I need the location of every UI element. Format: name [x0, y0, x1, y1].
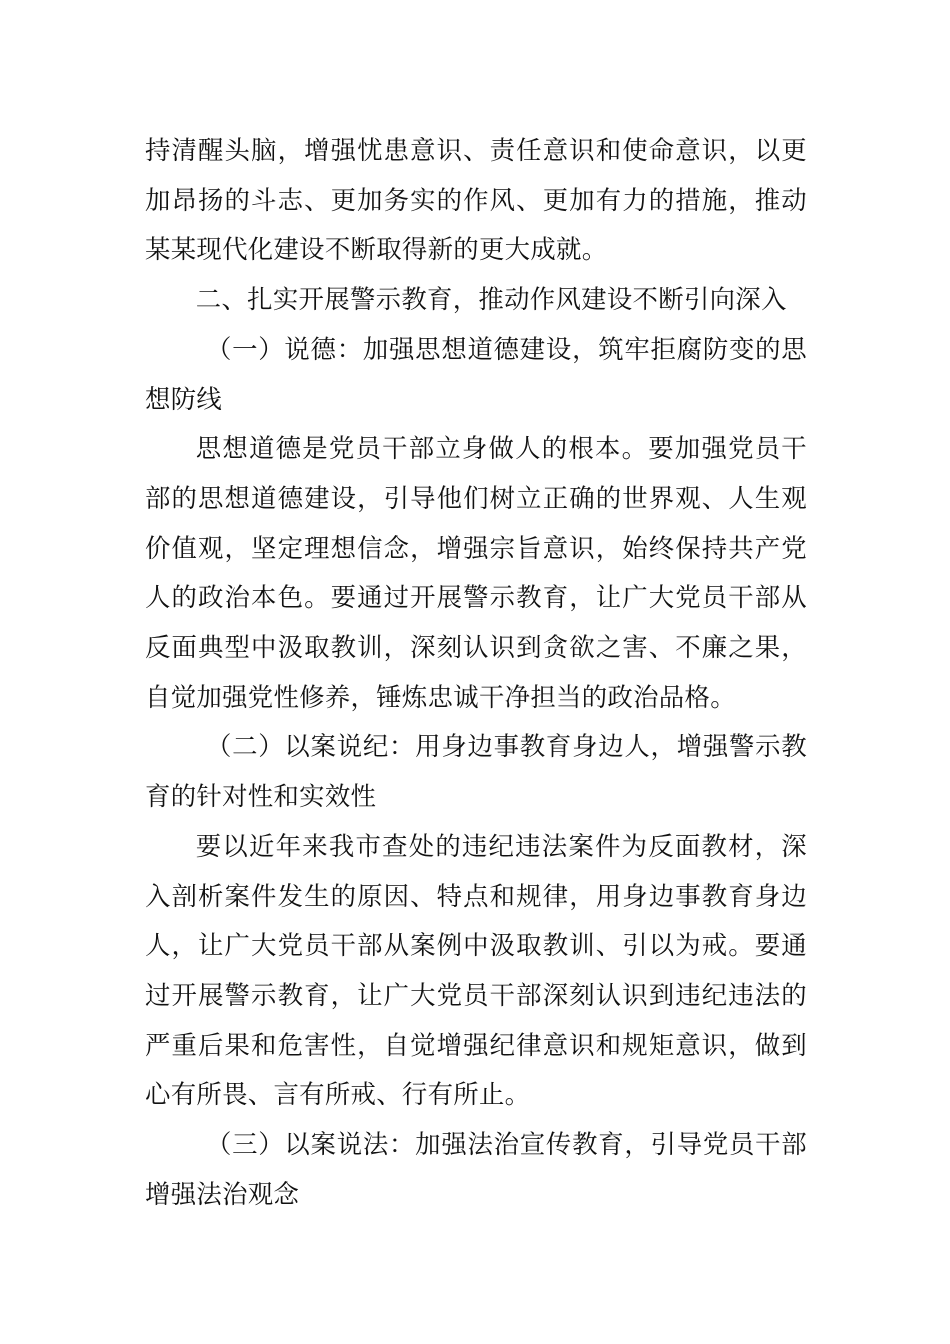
- sub-heading-2: （二）以案说纪：用身边事教育身边人，增强警示教育的针对性和实效性: [145, 731, 807, 812]
- document-body: [145, 126, 807, 1219]
- body-paragraph-2: 要以近年来我市查处的违纪违法案件为反面教材，深入剖析案件发生的原因、特点和规律，用身边事教育身边人，让广大党员干部从案例中汲取教训、引以为戒。要通过开展警示教育，让广大党员干部深刻认识到违纪违法的严重后果和危害性，自觉增强纪律意识和规矩意识，做到心有所畏、言有所戒、行有所止。: [145, 830, 807, 1110]
- sub-heading-3: （三）以案说法：加强法治宣传教育，引导党员干部增强法治观念: [145, 1129, 807, 1209]
- sub-heading-1: （一）说德：加强思想道德建设，筑牢拒腐防变的思想防线: [145, 333, 807, 414]
- body-paragraph-1: 思想道德是党员干部立身做人的根本。要加强党员干部的思想道德建设，引导他们树立正确的世界观、人生观价值观，坚定理想信念，增强宗旨意识，始终保持共产党人的政治本色。要通过开展警示教育，让广大党员干部从反面典型中汲取教训，深刻认识到贪欲之害、不廉之果，自觉加强党性修养，锤炼忠诚干净担当的政治品格。: [145, 433, 807, 712]
- body-paragraph-continuation: 持清醒头脑，增强忧患意识、责任意识和使命意识，以更加昂扬的斗志、更加务实的作风、更加有力的措施，推动某某现代化建设不断取得新的更大成就。: [145, 135, 807, 265]
- section-heading: 二、扎实开展警示教育，推动作风建设不断引向深入: [195, 284, 787, 315]
